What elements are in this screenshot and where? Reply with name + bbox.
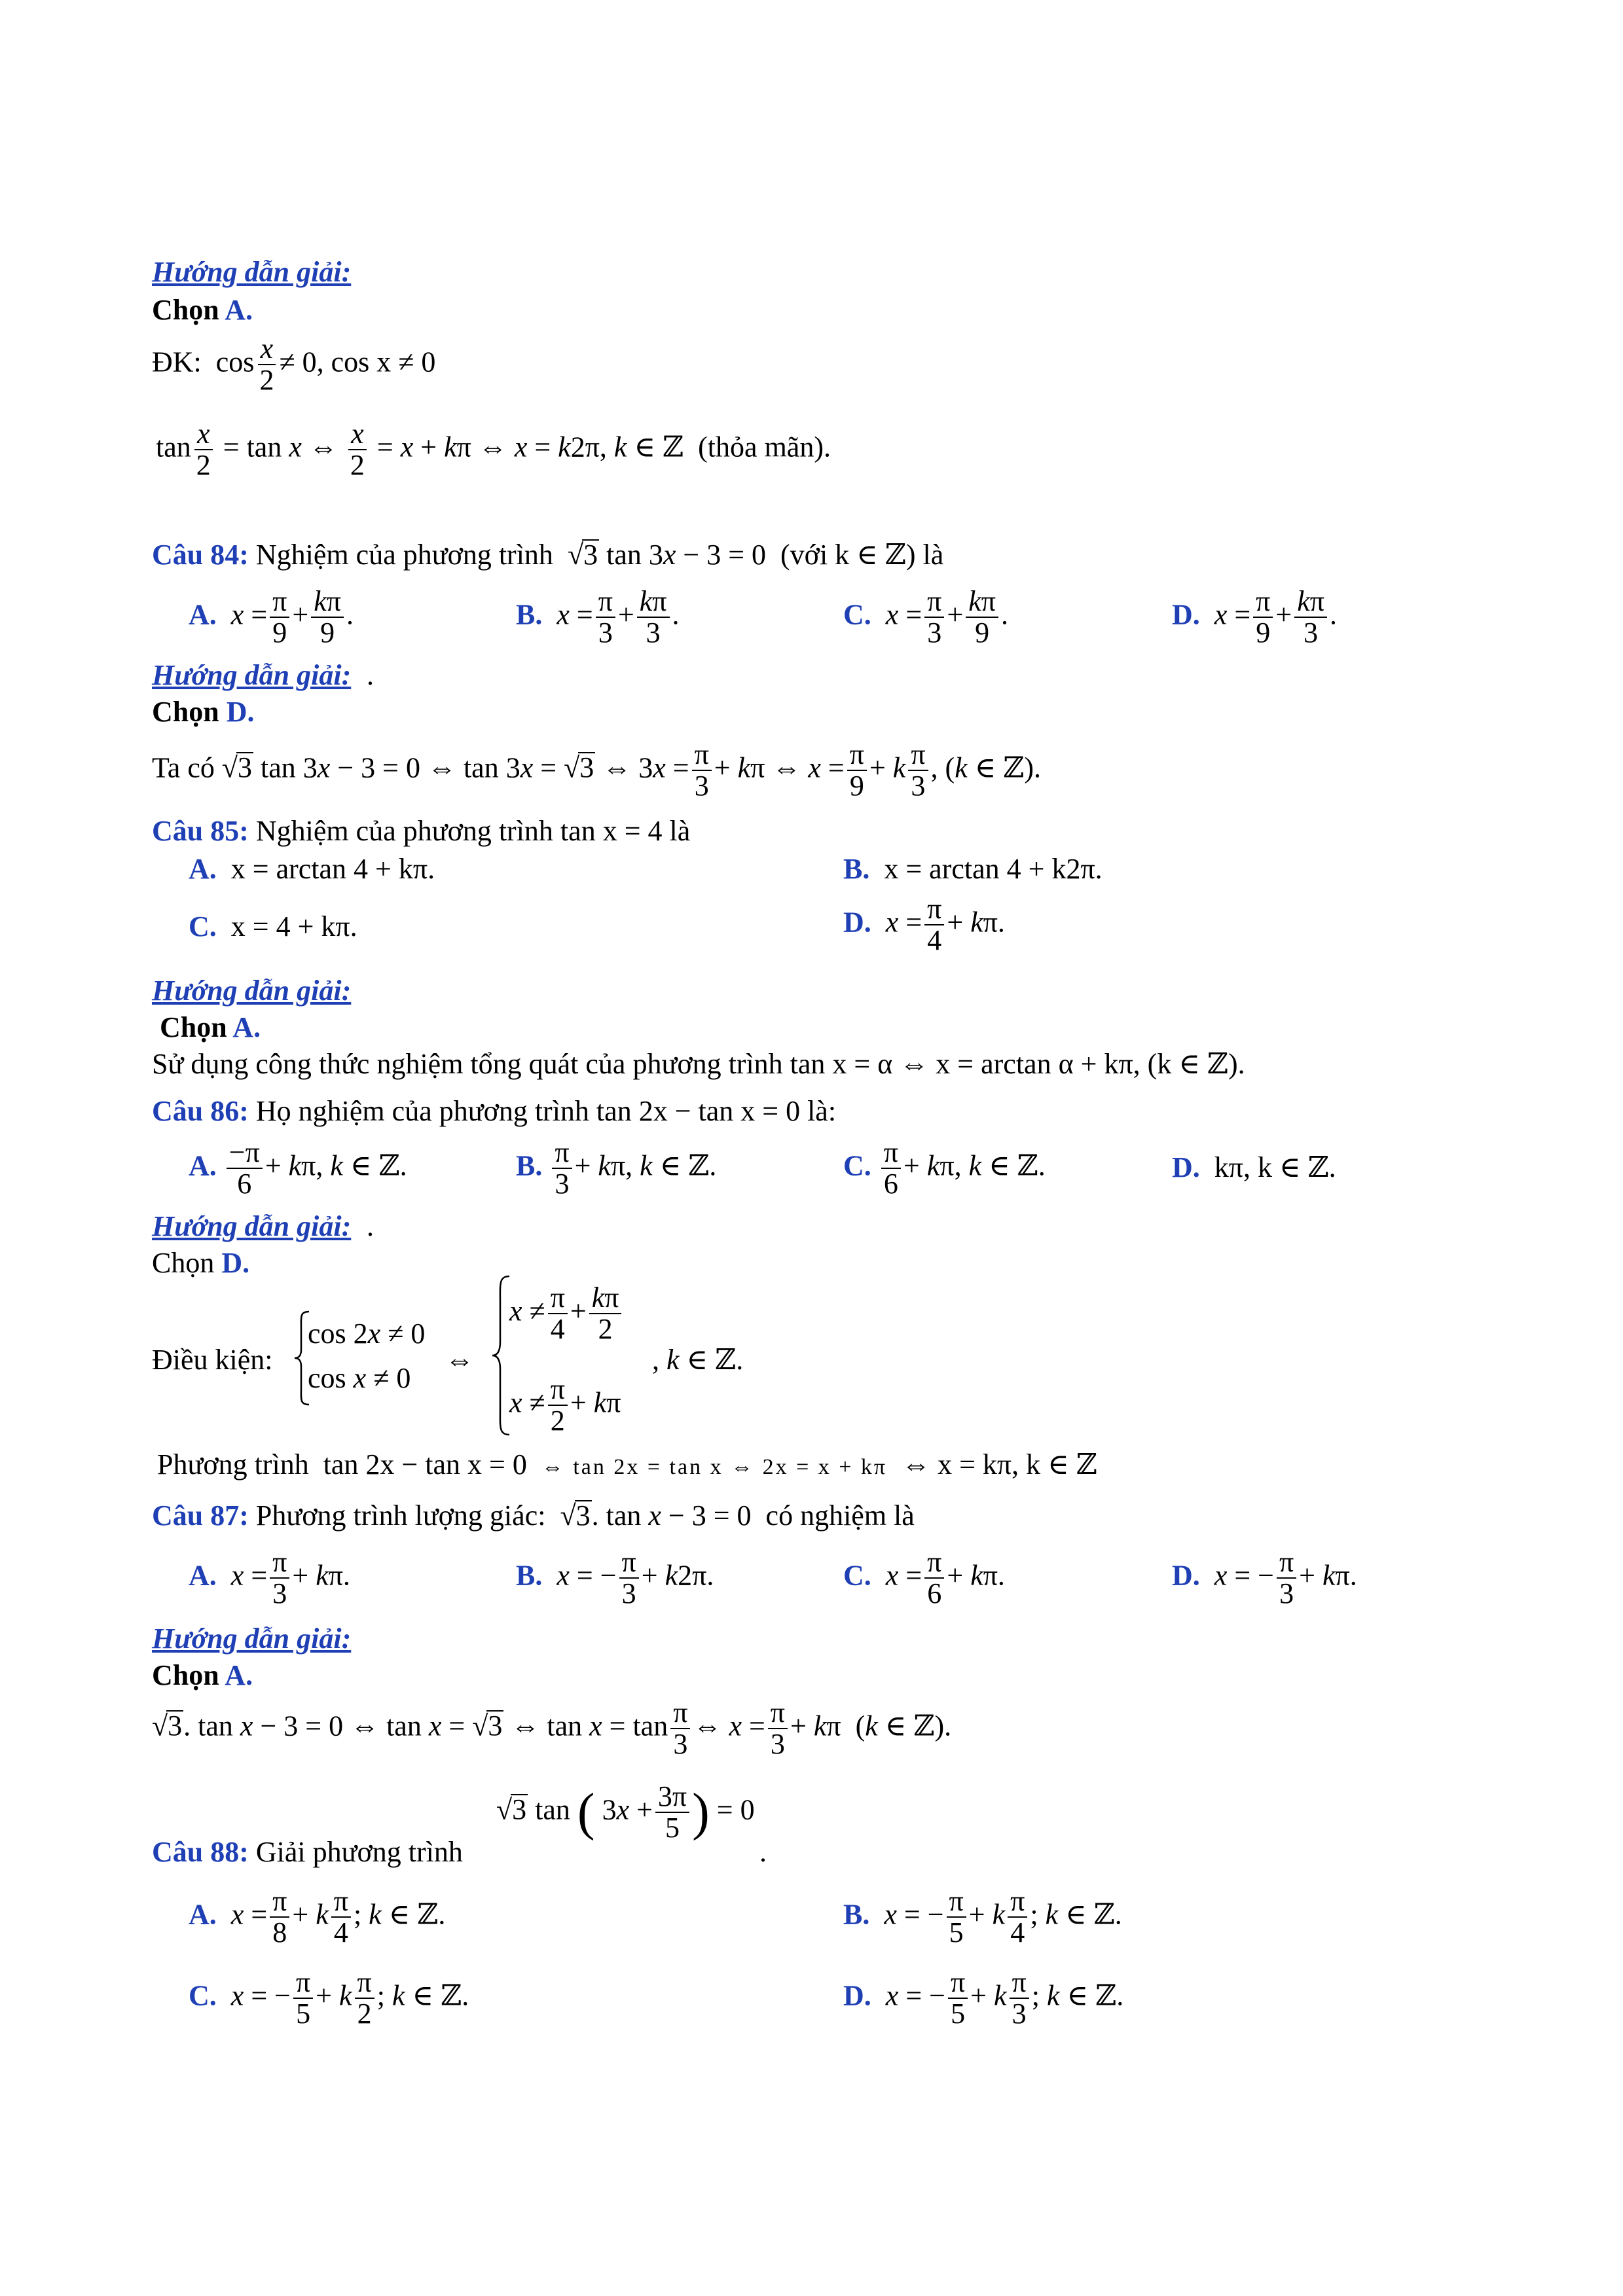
option-label-d-86: D. bbox=[1172, 1151, 1200, 1183]
option-d-87: D. x = − $\frac{\pi}{3}$ + kπ. bbox=[1172, 1546, 1357, 1610]
option-a-84: A. x = $\frac{\pi}{9}$ + $\frac{k\pi}{9}$ . bbox=[189, 585, 354, 649]
option-c-88: C. x = − $\frac{\pi}{5}$ + k $\frac{\pi}{2}$ ; k ∈ ℤ. bbox=[189, 1966, 469, 2030]
option-text-d-86: kπ, k ∈ ℤ. bbox=[1214, 1151, 1336, 1183]
option-label-a-86: A. bbox=[189, 1149, 217, 1182]
option-label-a-87: A. bbox=[189, 1559, 217, 1592]
condition-cos2x: cos 2x ≠ 0 bbox=[308, 1318, 426, 1350]
dk-label: ĐK: bbox=[152, 346, 202, 378]
option-label-b-86: B. bbox=[516, 1149, 543, 1182]
question-text-87: Phương trình lượng giác: bbox=[255, 1499, 546, 1532]
answer-letter-83: A. bbox=[225, 294, 253, 326]
option-text-c-85: x = 4 + kπ. bbox=[230, 910, 357, 942]
equivalence-arrow: ⇔ bbox=[445, 1344, 474, 1376]
question-label-85: Câu 85: bbox=[152, 815, 249, 847]
solution-heading-87-text: Hướng dẫn giải: bbox=[152, 1623, 352, 1655]
answer-84 bbox=[152, 698, 255, 726]
question-label-86: Câu 86: bbox=[152, 1095, 249, 1127]
question-84: Câu 84: Nghiệm của phương trình √3 tan 3x − 3 = 0 (với k ∈ ℤ) là bbox=[152, 539, 944, 571]
chon-word-86: Chọn bbox=[152, 1247, 215, 1279]
answer-letter-85: A. bbox=[232, 1011, 261, 1043]
option-c-87: C. x = $\frac{\pi}{6}$ + kπ. bbox=[843, 1546, 1005, 1610]
condition-x-not-pi4: x ≠ $\frac{\pi}{4}$ + $\frac{k\pi}{2}$ bbox=[509, 1283, 624, 1344]
option-d-85: D. x = $\frac{\pi}{4}$ + kπ. bbox=[843, 893, 1005, 957]
option-a-87: A. x = $\frac{\pi}{3}$ + kπ. bbox=[189, 1546, 350, 1610]
solution-heading-86-text: Hướng dẫn giải: bbox=[152, 1210, 352, 1242]
option-label-b-88: B. bbox=[843, 1898, 870, 1931]
answer-letter-86: D. bbox=[221, 1247, 250, 1279]
solution-line-83: tan $\frac{x}{2}$ = tan x ⇔ $\frac{x}{2}$ = x + kπ ⇔ x = k2π, k ∈ ℤ (thỏa mãn). bbox=[156, 418, 831, 482]
solution-line-87: √3. tan x − 3 = 0 ⇔ tan x = √3 ⇔ tan x = tan $\frac{\pi}{3}$ ⇔ x = $\frac{\pi}{3}$ + kπ (k ∈ ℤ). bbox=[152, 1696, 952, 1761]
condition-cosx: cos x ≠ 0 bbox=[308, 1362, 411, 1394]
option-c-86: C. $\frac{\pi}{6}$ + kπ, k ∈ ℤ. bbox=[843, 1136, 1046, 1200]
solution-heading-83: Hướng dẫn giải: bbox=[152, 256, 352, 288]
dk-tail: ≠ 0, cos x ≠ 0 bbox=[279, 346, 436, 378]
answer-83 bbox=[152, 296, 253, 325]
option-d-84: D. x = $\frac{\pi}{9}$ + $\frac{k\pi}{3}$ . bbox=[1172, 585, 1337, 649]
question-86 bbox=[152, 1097, 836, 1126]
option-b-88: B. x = − $\frac{\pi}{5}$ + k $\frac{\pi}{4}$ ; k ∈ ℤ. bbox=[843, 1885, 1122, 1949]
question-text-88: Giải phương trình bbox=[255, 1836, 463, 1868]
satisfied-note: (thỏa mãn). bbox=[698, 431, 831, 463]
ta-co: Ta có bbox=[152, 751, 215, 784]
solution-heading-84 bbox=[152, 661, 351, 690]
chon-word-87: Chọn bbox=[152, 1659, 219, 1691]
question-text-84: Nghiệm của phương trình bbox=[255, 539, 553, 571]
solution-heading-87 bbox=[152, 1624, 351, 1653]
question-85 bbox=[152, 817, 690, 846]
chon-word-85: Chọn bbox=[160, 1011, 227, 1043]
question-88-dot: . bbox=[759, 1836, 767, 1868]
option-a-85 bbox=[189, 855, 435, 884]
option-label-c-86: C. bbox=[843, 1149, 871, 1182]
equation-part2: ⇔ tan 2x = tan x ⇔ 2x = x + kπ bbox=[541, 1455, 888, 1479]
option-label-c-88: C. bbox=[189, 1979, 217, 2012]
question-text-86: Họ nghiệm của phương trình tan 2x − tan x = 0 là: bbox=[255, 1095, 837, 1127]
question-label-84: Câu 84: bbox=[152, 539, 249, 571]
equation-part3: ⇔ x = kπ, k ∈ ℤ bbox=[902, 1448, 1097, 1480]
condition-line-83: ĐK: cos $\frac{x}{2}$ ≠ 0, cos x ≠ 0 bbox=[152, 332, 436, 397]
equation-part1: tan 2x − tan x = 0 bbox=[323, 1448, 527, 1480]
question-88 bbox=[152, 1838, 463, 1867]
condition-k-in-z: , k ∈ ℤ. bbox=[652, 1344, 744, 1376]
option-label-b-87: B. bbox=[516, 1559, 543, 1592]
condition-x-not-pi2: x ≠ $\frac{\pi}{2}$ + kπ bbox=[509, 1373, 621, 1437]
option-d-88: D. x = − $\frac{\pi}{5}$ + k $\frac{\pi}{3}$ ; k ∈ ℤ. bbox=[843, 1966, 1124, 2030]
option-b-86: B. $\frac{\pi}{3}$ + kπ, k ∈ ℤ. bbox=[516, 1136, 717, 1200]
answer-86 bbox=[152, 1249, 249, 1278]
solution-heading-85 bbox=[152, 977, 351, 1005]
heading-dot-86: . bbox=[367, 1210, 374, 1242]
question-tail-84: (với k ∈ ℤ) là bbox=[780, 539, 944, 571]
option-b-85 bbox=[843, 855, 1103, 884]
option-text-b-85: x = arctan 4 + k2π. bbox=[884, 853, 1103, 885]
heading-dot-84: . bbox=[367, 659, 374, 691]
option-label-b-84: B. bbox=[516, 598, 543, 631]
solution-line-85: Sử dụng công thức nghiệm tổng quát của phương trình tan x = α ⇔ x = arctan α + kπ, (k ∈ ℤ). bbox=[152, 1048, 1245, 1080]
phuong-trinh-label: Phương trình bbox=[157, 1448, 309, 1480]
option-c-85 bbox=[189, 912, 357, 941]
question-87: Câu 87: Phương trình lượng giác: √3. tan x − 3 = 0 có nghiệm là bbox=[152, 1499, 915, 1532]
dieu-kien-label: Điều kiện: bbox=[152, 1344, 273, 1376]
question-label-88: Câu 88: bbox=[152, 1836, 249, 1868]
option-c-84: C. x = $\frac{\pi}{3}$ + $\frac{k\pi}{9}$ . bbox=[843, 585, 1008, 649]
option-label-d-88: D. bbox=[843, 1979, 871, 2012]
option-label-d-84: D. bbox=[1172, 598, 1200, 631]
option-a-88: A. x = $\frac{\pi}{8}$ + k $\frac{\pi}{4}$ ; k ∈ ℤ. bbox=[189, 1885, 446, 1949]
option-b-84: B. x = $\frac{\pi}{3}$ + $\frac{k\pi}{3}$ . bbox=[516, 585, 680, 649]
option-label-b-85: B. bbox=[843, 853, 870, 885]
option-label-c-87: C. bbox=[843, 1559, 871, 1592]
question-88-equation: √3 tan ( 3x + $\frac{3\pi}{5}$ ) = 0 bbox=[496, 1780, 755, 1844]
right-brace bbox=[490, 1274, 512, 1437]
chon-word-84: Chọn bbox=[152, 696, 219, 728]
chon-word: Chọn bbox=[152, 294, 219, 326]
solution-heading-86 bbox=[152, 1212, 351, 1241]
option-d-86 bbox=[1172, 1153, 1336, 1182]
option-text-a-85: x = arctan 4 + kπ. bbox=[230, 853, 435, 885]
option-label-c-84: C. bbox=[843, 598, 871, 631]
option-label-d-87: D. bbox=[1172, 1559, 1200, 1592]
option-a-86: A. $\frac{-\pi}{6}$ + kπ, k ∈ ℤ. bbox=[189, 1136, 407, 1200]
option-label-a-84: A. bbox=[189, 598, 217, 631]
option-label-d-85: D. bbox=[843, 906, 871, 939]
equation-line-86 bbox=[157, 1450, 1097, 1479]
question-label-87: Câu 87: bbox=[152, 1499, 249, 1532]
option-label-a-88: A. bbox=[189, 1898, 217, 1931]
question-text-85: Nghiệm của phương trình tan x = 4 là bbox=[255, 815, 691, 847]
solution-heading-84-text: Hướng dẫn giải: bbox=[152, 659, 352, 691]
answer-letter-87: A. bbox=[225, 1659, 253, 1691]
solution-heading-85-text: Hướng dẫn giải: bbox=[152, 975, 352, 1007]
answer-letter-84: D. bbox=[226, 696, 255, 728]
answer-85 bbox=[160, 1013, 261, 1042]
option-label-a-85: A. bbox=[189, 853, 217, 885]
answer-87 bbox=[152, 1661, 253, 1690]
option-label-c-85: C. bbox=[189, 910, 217, 942]
option-b-87: B. x = − $\frac{\pi}{3}$ + k2π. bbox=[516, 1546, 714, 1610]
question-tail-87: có nghiệm là bbox=[765, 1499, 915, 1532]
solution-line-84: Ta có √3 tan 3x − 3 = 0 ⇔ tan 3x = √3 ⇔ 3x = $\frac{\pi}{3}$ + kπ ⇔ x = $\frac{\pi}{9}$ + k $\frac{\pi}{3}$ , (k ∈ ℤ). bbox=[152, 738, 1042, 802]
